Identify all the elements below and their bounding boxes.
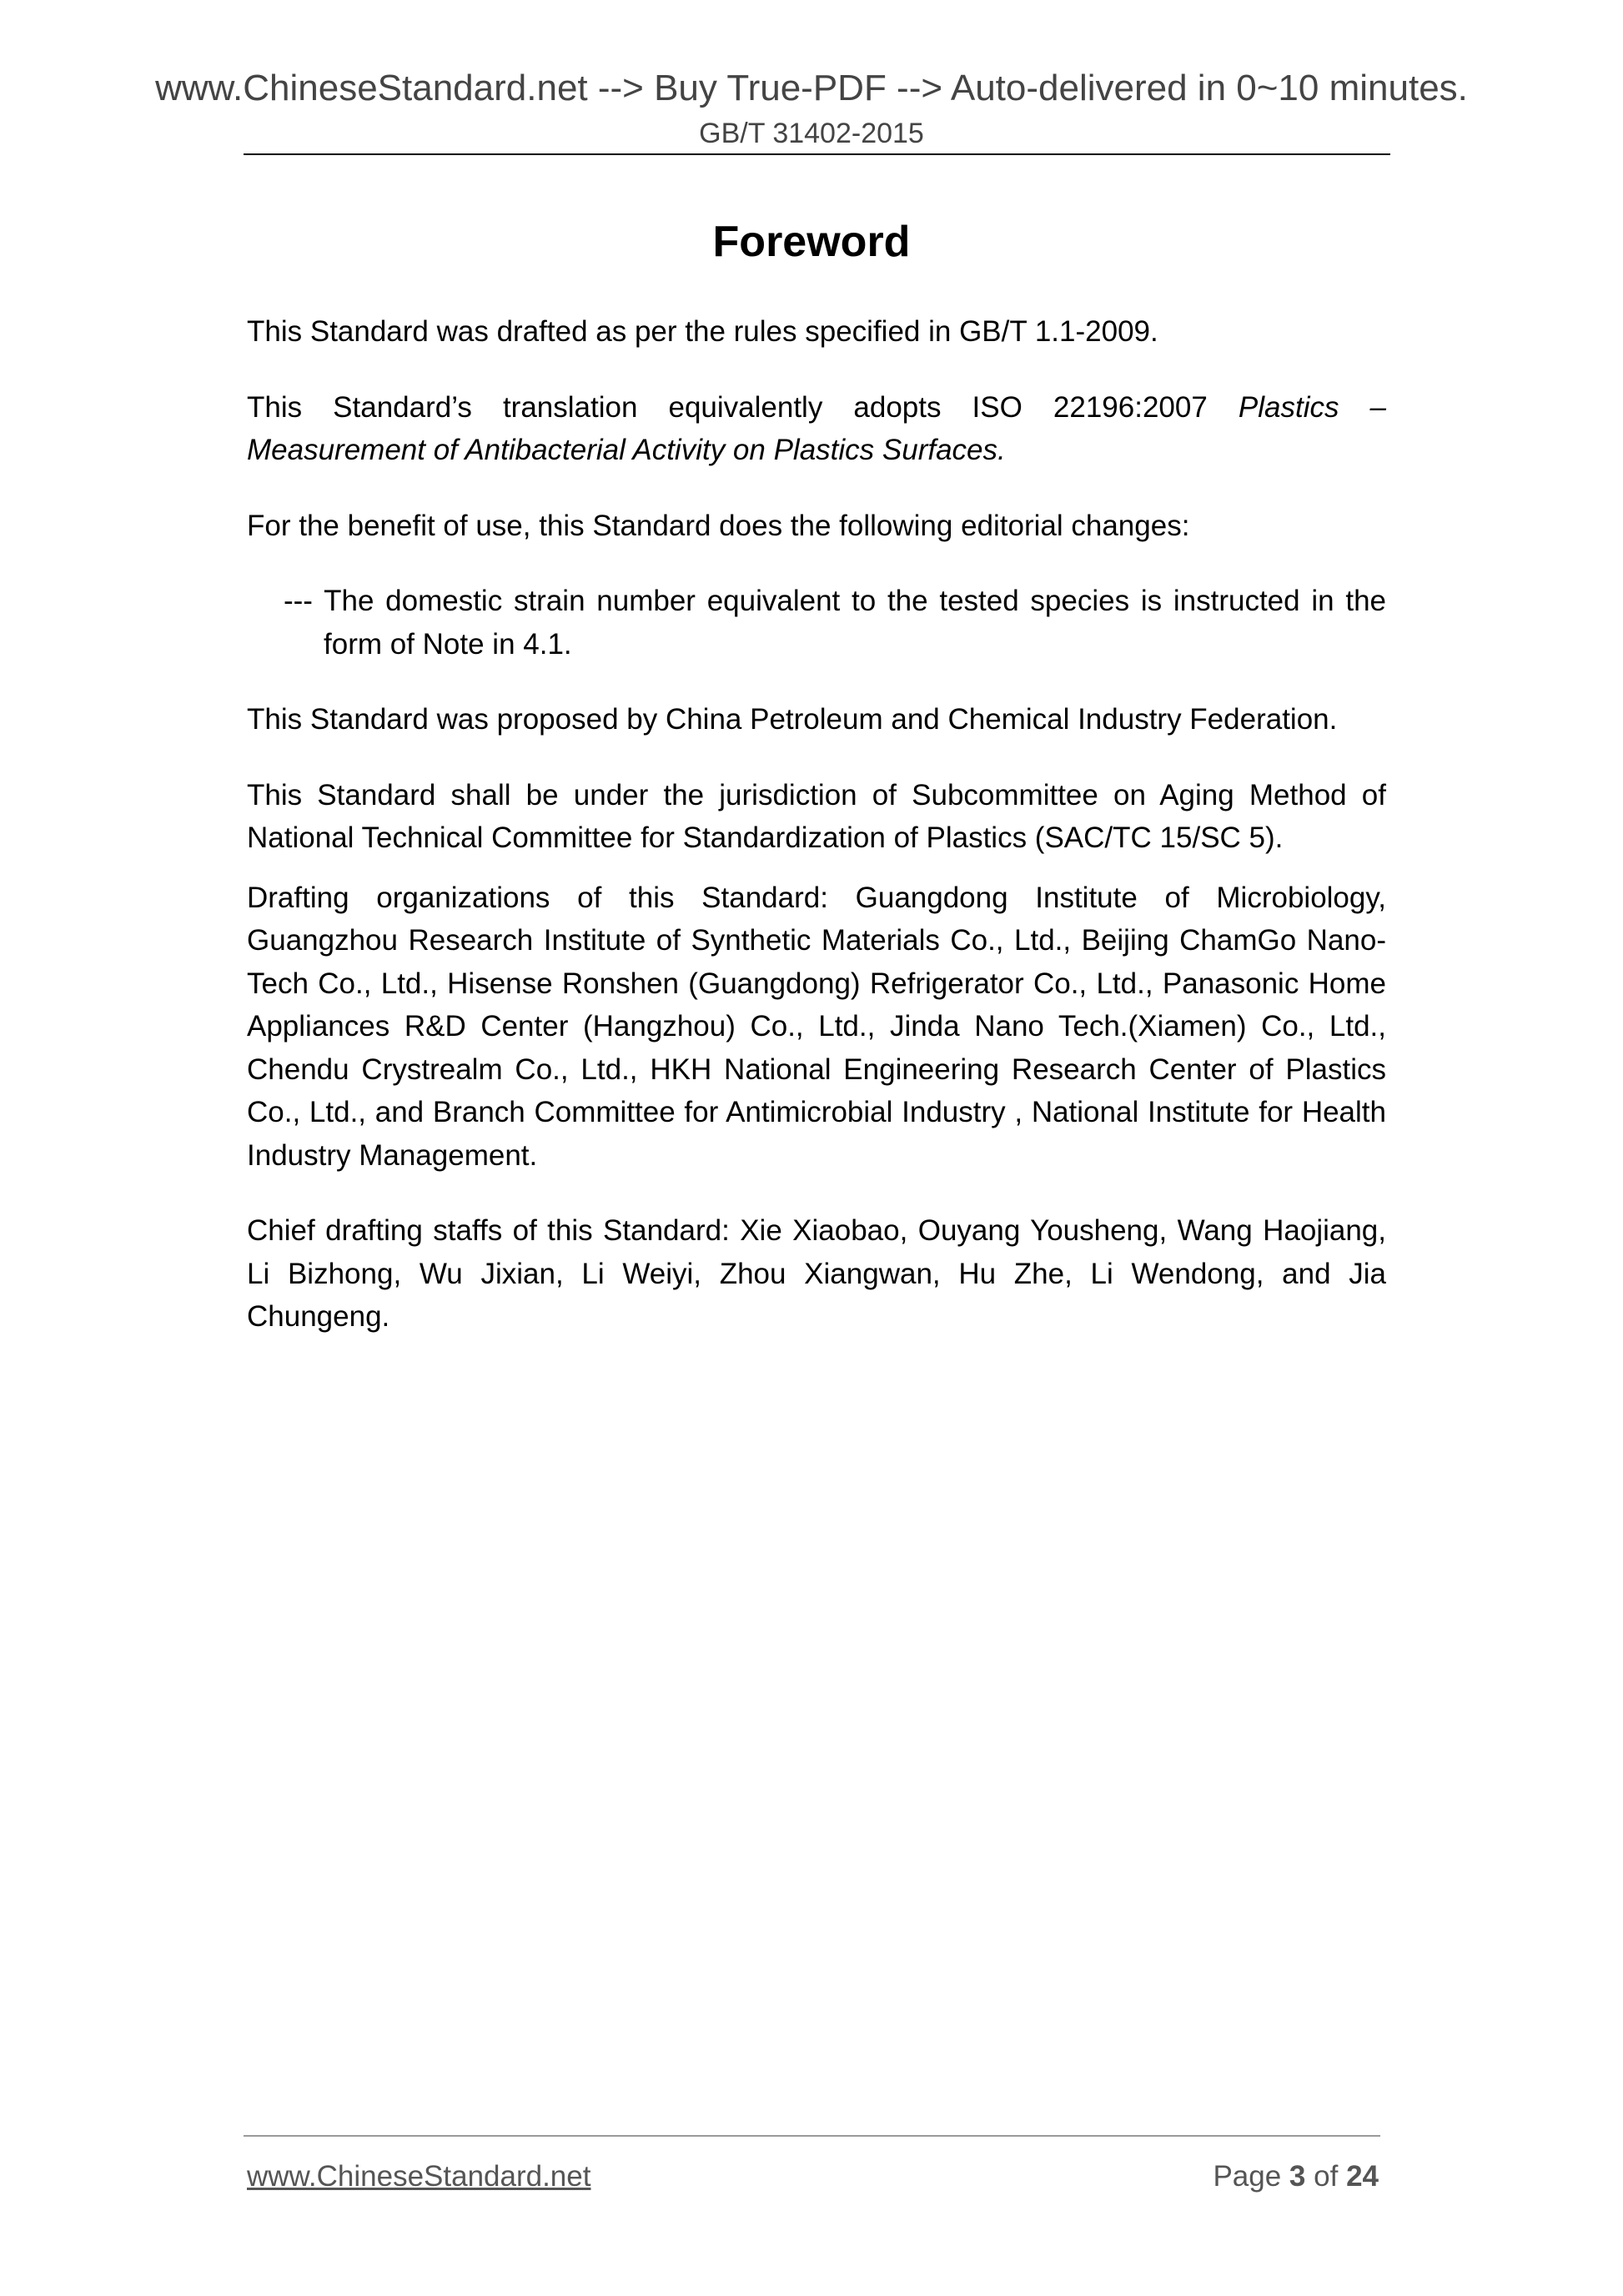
footer-site-link[interactable]: www.ChineseStandard.net: [247, 2160, 591, 2193]
page-current: 3: [1289, 2160, 1306, 2193]
standard-code: GB/T 31402-2015: [699, 118, 924, 149]
paragraph-editorial-changes: For the benefit of use, this Standard does the following editorial changes:: [247, 509, 1190, 542]
list-item-text: The domestic strain number equivalent to the tested species is instructed in the form of Note in 4.1.: [324, 585, 1387, 661]
header-divider: [244, 153, 1390, 155]
list-item: [247, 580, 1386, 666]
paragraph-jurisdiction: This Standard shall be under the jurisdiction of Subcommittee on Aging Method of National Technical Committee for Standardization of Plastics (SAC/TC 15/SC 5).: [247, 778, 1386, 854]
adopted-standard-title: Plastics – Measurement of Antibacterial Activity on Plastics Surfaces.: [247, 390, 1387, 466]
paragraph-drafting-staff: Chief drafting staffs of this Standard: Xie Xiaobao, Ouyang Yousheng, Wang Haojiang, Li Bizhong, Wu Jixian, Li Weiyi, Zhou Xiangwan, Hu Zhe, Li Wendong, and Jia Chungeng.: [247, 1214, 1386, 1333]
adoption-text: This Standard’s translation equivalently adopts ISO 22196:2007: [247, 390, 1239, 424]
paragraph-adoption: [247, 386, 1386, 472]
paragraph-drafting-rules: This Standard was drafted as per the rules specified in GB/T 1.1-2009.: [247, 315, 1158, 348]
footer-divider: [244, 2135, 1380, 2137]
page-of-label: of: [1314, 2160, 1339, 2193]
page-label: Page: [1213, 2160, 1282, 2193]
paragraph-drafting-organizations: Drafting organizations of this Standard: Guangdong Institute of Microbiology, Guangzhou Research Institute of Synthetic Materials Co., Ltd., Beijing ChamGo Nano-Tech Co., Ltd., Hisense Ronshen (Guangdong) Refrigerator Co., Ltd., Panasonic Home Appliances R&D Center (Hangzhou) Co., Ltd., Jinda Nano Tech.(Xiamen) Co., Ltd., Chendu Crystrealm Co., Ltd., HKH National Engineering Research Center of Plastics Co., Ltd., and Branch Committee for Antimicrobial Industry , National Institute for Health Industry Management.: [247, 881, 1386, 1172]
list-marker: ---: [284, 585, 313, 617]
header-banner: www.ChineseStandard.net --> Buy True-PDF --> Auto-delivered in 0~10 minutes.: [155, 68, 1468, 108]
page-title: Foreword: [712, 218, 911, 266]
paragraph-proposer: This Standard was proposed by China Petroleum and Chemical Industry Federation.: [247, 703, 1338, 736]
foreword-body: [247, 310, 1386, 1371]
page-total: 24: [1346, 2160, 1379, 2193]
page-number: [1213, 2158, 1379, 2195]
